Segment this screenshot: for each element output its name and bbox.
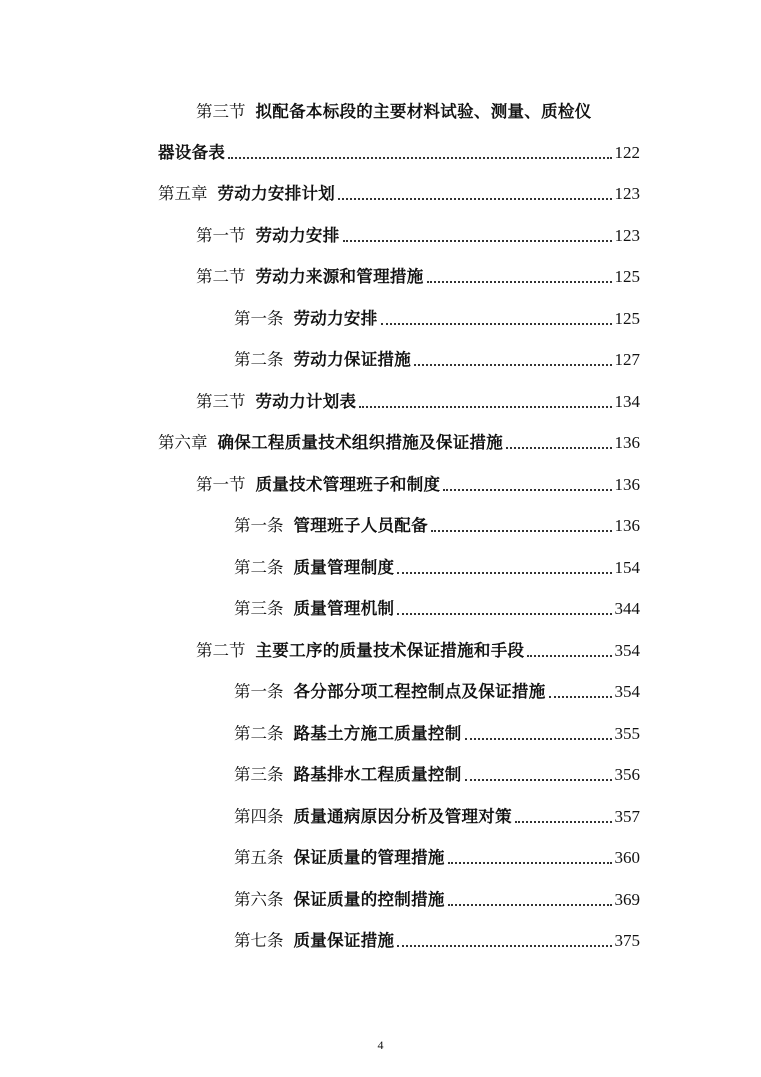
entry-title: 拟配备本标段的主要材料试验、测量、质检仪 [255,102,592,121]
dot-leader [465,726,612,740]
entry-page: 154 [614,558,640,577]
toc-entry-article[interactable] [234,802,640,828]
entry-title: 质量管理机制 [293,599,395,618]
dot-leader [338,186,611,200]
toc-entry-chapter[interactable] [158,179,640,205]
dot-leader [506,435,611,449]
entry-number: 第二条 [234,724,284,743]
entry-number: 第三条 [234,599,284,618]
toc-entry-article[interactable] [234,594,640,620]
entry-title: 劳动力保证措施 [293,350,412,369]
entry-number: 第六章 [158,433,208,452]
toc-entry[interactable] [158,138,640,164]
dot-leader [549,684,612,698]
entry-number: 第四条 [234,807,284,826]
toc-entry-article[interactable] [234,677,640,703]
toc-entry-article[interactable] [234,719,640,745]
entry-title: 器设备表 [158,143,226,162]
dot-leader [515,809,612,823]
entry-number: 第三节 [196,392,246,411]
dot-leader [359,394,611,408]
entry-page: 355 [614,724,640,743]
dot-leader [343,228,612,242]
entry-number: 第一条 [234,682,284,701]
entry-title: 质量通病原因分析及管理对策 [293,807,512,826]
toc-entry-section[interactable] [196,470,640,496]
toc-entry-section[interactable] [196,387,640,413]
entry-title: 劳动力安排 [255,226,340,245]
entry-title: 各分部分项工程控制点及保证措施 [293,682,546,701]
entry-number: 第一条 [234,309,284,328]
entry-title: 主要工序的质量技术保证措施和手段 [255,641,525,660]
toc-entry-article[interactable] [234,304,640,330]
entry-number: 第五条 [234,848,284,867]
entry-page: 125 [614,267,640,286]
entry-number: 第一节 [196,226,246,245]
entry-number: 第二条 [234,558,284,577]
entry-number: 第二节 [196,267,246,286]
dot-leader [431,518,612,532]
dot-leader [443,477,611,491]
entry-title: 路基排水工程质量控制 [293,765,462,784]
toc-entry-section[interactable] [196,262,640,288]
entry-page: 369 [614,890,640,909]
toc-entry-article[interactable] [234,885,640,911]
entry-title: 路基土方施工质量控制 [293,724,462,743]
entry-title: 劳动力安排 [293,309,378,328]
entry-page: 360 [614,848,640,867]
entry-page: 125 [614,309,640,328]
entry-number: 第一条 [234,516,284,535]
entry-title: 保证质量的管理措施 [293,848,445,867]
dot-leader [397,933,611,947]
entry-page: 136 [614,475,640,494]
entry-page: 123 [614,226,640,245]
dot-leader [381,311,612,325]
entry-page: 375 [614,931,640,950]
entry-title: 劳动力安排计划 [217,184,336,203]
entry-number: 第三节 [196,102,246,121]
dot-leader [527,643,611,657]
entry-title: 质量技术管理班子和制度 [255,475,441,494]
entry-page: 123 [614,184,640,203]
toc-entry-article[interactable] [234,926,640,952]
toc-entry-section[interactable] [196,636,640,662]
dot-leader [448,892,612,906]
entry-page: 344 [614,599,640,618]
entry-page: 354 [614,641,640,660]
entry-number: 第一节 [196,475,246,494]
entry-title: 劳动力来源和管理措施 [255,267,424,286]
entry-title: 质量管理制度 [293,558,395,577]
dot-leader [427,269,612,283]
toc-entry-section[interactable] [196,221,640,247]
entry-title: 保证质量的控制措施 [293,890,445,909]
toc-entry-heading-continued [196,97,592,123]
entry-number: 第二条 [234,350,284,369]
entry-title: 管理班子人员配备 [293,516,428,535]
entry-page: 356 [614,765,640,784]
entry-page: 122 [614,143,640,162]
entry-title: 质量保证措施 [293,931,395,950]
entry-page: 127 [614,350,640,369]
entry-number: 第七条 [234,931,284,950]
entry-title: 劳动力计划表 [255,392,357,411]
entry-page: 354 [614,682,640,701]
toc-entry-article[interactable] [234,760,640,786]
dot-leader [465,767,612,781]
entry-page: 134 [614,392,640,411]
toc-entry-article[interactable] [234,843,640,869]
page-number-footer: 4 [377,1038,384,1052]
toc-entry-chapter[interactable] [158,428,640,454]
dot-leader [397,601,611,615]
entry-number: 第二节 [196,641,246,660]
dot-leader [228,145,611,159]
entry-number: 第六条 [234,890,284,909]
entry-number: 第五章 [158,184,208,203]
dot-leader [414,352,611,366]
toc-entry-article[interactable] [234,553,640,579]
toc-entry-article[interactable] [234,511,640,537]
entry-page: 357 [614,807,640,826]
entry-title: 确保工程质量技术组织措施及保证措施 [217,433,504,452]
entry-number: 第三条 [234,765,284,784]
toc-entry-article[interactable] [234,345,640,371]
entry-page: 136 [614,516,640,535]
entry-page: 136 [614,433,640,452]
dot-leader [397,560,611,574]
dot-leader [448,850,612,864]
